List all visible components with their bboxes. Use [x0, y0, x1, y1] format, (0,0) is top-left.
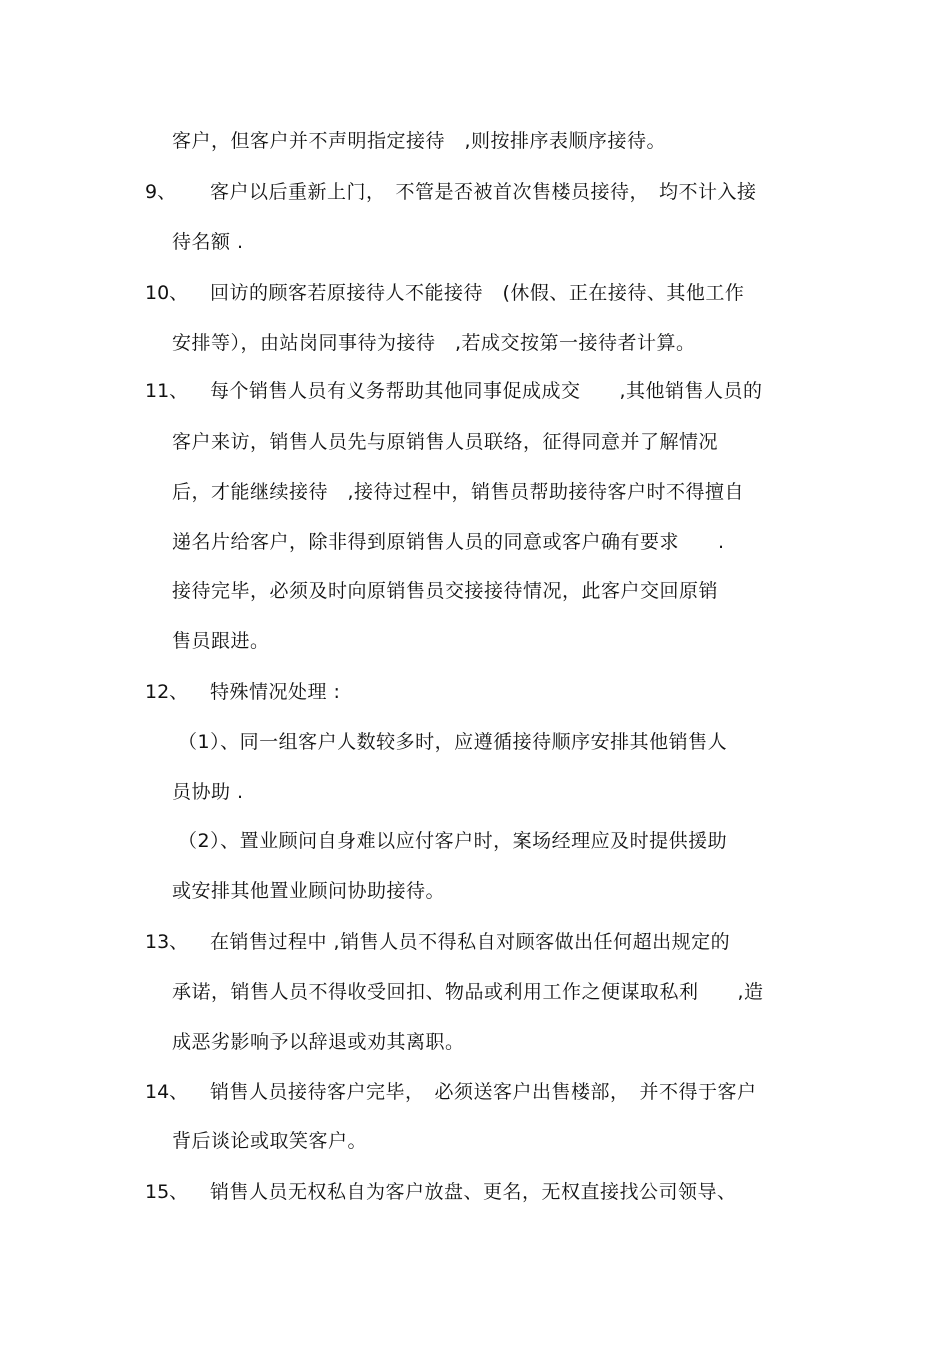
- text-line: 每个销售人员有义务帮助其他同事促成成交 ,其他销售人员的: [210, 380, 763, 402]
- text-line: 承诺，销售人员不得收受回扣、物品或利用工作之便谋取私利 ,造: [172, 981, 764, 1003]
- text-line: 销售人员无权私自为客户放盘、更名，无权直接找公司领导、: [210, 1181, 737, 1203]
- text-line: （1）、同一组客户人数较多时，应遵循接待顺序安排其他销售人: [178, 731, 728, 753]
- item-number: 10、: [145, 282, 189, 304]
- text-line: （2）、置业顾问自身难以应付客户时，案场经理应及时提供援助: [178, 830, 728, 852]
- text-line: 成恶劣影响予以辞退或劝其离职。: [172, 1031, 465, 1053]
- item-number: 13、: [145, 931, 189, 953]
- text-line: 客户以后重新上门， 不管是否被首次售楼员接待， 均不计入接: [210, 181, 757, 203]
- item-number: 9、: [145, 181, 177, 203]
- item-number: 15、: [145, 1181, 189, 1203]
- text-line: 安排等），由站岗同事待为接待 ,若成交按第一接待者计算。: [172, 332, 696, 354]
- text-line: 客户，但客户并不声明指定接待 ,则按排序表顺序接待。: [172, 130, 667, 152]
- text-line: 特殊情况处理 :: [210, 681, 341, 703]
- text-line: 回访的顾客若原接待人不能接待 (休假、正在接待、其他工作: [210, 282, 745, 304]
- text-line: 接待完毕，必须及时向原销售员交接接待情况，此客户交回原销: [172, 580, 719, 602]
- text-line: 销售人员接待客户完毕， 必须送客户出售楼部， 并不得于客户: [210, 1081, 757, 1103]
- text-line: 待名额 .: [172, 231, 244, 253]
- text-line: 在销售过程中 ,销售人员不得私自对顾客做出任何超出规定的: [210, 931, 731, 953]
- item-number: 11、: [145, 380, 189, 402]
- text-line: 递名片给客户，除非得到原销售人员的同意或客户确有要求 .: [172, 531, 725, 553]
- text-line: 后，才能继续接待 ,接待过程中，销售员帮助接待客户时不得擅自: [172, 481, 745, 503]
- text-line: 售员跟进。: [172, 630, 270, 652]
- text-line: 客户来访，销售人员先与原销售人员联络，征得同意并了解情况: [172, 431, 719, 453]
- text-line: 或安排其他置业顾问协助接待。: [172, 880, 446, 902]
- text-line: 背后谈论或取笑客户。: [172, 1130, 368, 1152]
- text-line: 员协助 .: [172, 781, 244, 803]
- item-number: 12、: [145, 681, 189, 703]
- item-number: 14、: [145, 1081, 189, 1103]
